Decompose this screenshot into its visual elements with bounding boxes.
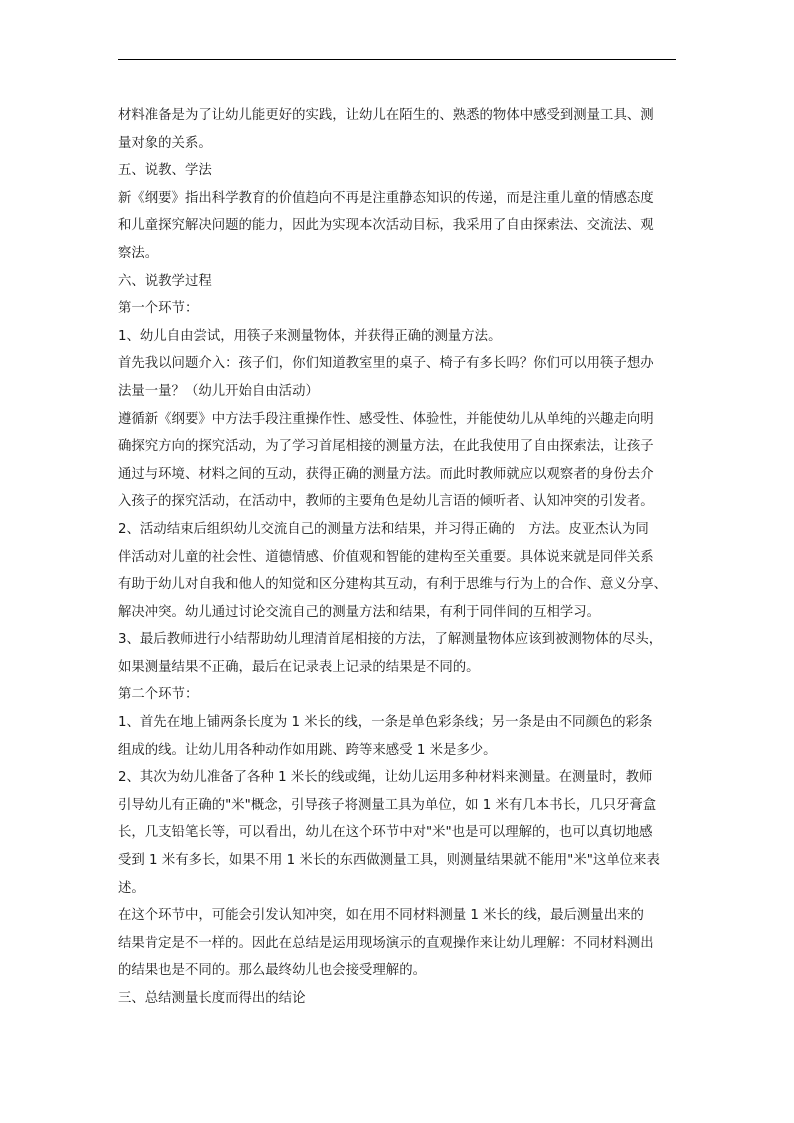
body-text-line: 量对象的关系。 (118, 135, 212, 151)
body-text-line: 解决冲突。幼儿通过讨论交流自己的测量方法和结果，有利于同伴间的互相学习。 (118, 604, 601, 620)
body-text-line: 述。 (118, 880, 145, 896)
body-text-line: 组成的线。让幼儿用各种动作如用跳、跨等来感受 1 米是多少。 (118, 742, 497, 758)
body-text-line: 入孩子的探究活动，在活动中，教师的主要角色是幼儿言语的倾听者、认知冲突的引发者。 (118, 494, 654, 510)
body-text-line: 的结果也是不同的。那么最终幼儿也会接受理解的。 (118, 963, 426, 979)
header-rule (118, 59, 676, 60)
section-heading: 六、说教学过程 (118, 273, 212, 289)
body-text-line: 受到 1 米有多长，如果不用 1 米长的东西做测量工具，则测量结果就不能用"米"这单位来表 (118, 853, 660, 869)
body-text-line: 1、幼儿自由尝试，用筷子来测量物体，并获得正确的测量方法。 (118, 328, 502, 344)
body-text-line: 和儿童探究解决问题的能力，因此为实现本次活动目标，我采用了自由探索法、交流法、观 (118, 218, 654, 234)
subsection-heading: 第一个环节： (118, 301, 199, 317)
body-text-line: 3、最后教师进行小结帮助幼儿理清首尾相接的方法，了解测量物体应该到被测物体的尽头， (118, 632, 663, 648)
body-text-line: 遵循新《纲要》中方法手段注重操作性、感受性、体验性，并能使幼儿从单纯的兴趣走向明 (118, 411, 654, 427)
body-text-line: 1、首先在地上铺两条长度为 1 米长的线，一条是单色彩条线；另一条是由不同颜色的彩条 (118, 715, 653, 731)
body-text-line: 确探究方向的探究活动，为了学习首尾相接的测量方法，在此我使用了自由探索法，让孩子 (118, 439, 654, 455)
body-text-line: 结果肯定是不一样的。因此在总结是运用现场演示的直观操作来让幼儿理解：不同材料测出 (118, 935, 654, 951)
section-heading: 五、说教、学法 (118, 163, 212, 179)
body-text-line: 法量一量？（幼儿开始自由活动） (118, 383, 319, 399)
body-text-line: 如果测量结果不正确，最后在记录表上记录的结果是不同的。 (118, 659, 480, 675)
body-text-line: 引导幼儿有正确的"米"概念，引导孩子将测量工具为单位，如 1 米有几本书长，几只牙膏盒 (118, 797, 657, 813)
body-text-line: 材料准备是为了让幼儿能更好的实践，让幼儿在陌生的、熟悉的物体中感受到测量工具、测 (118, 108, 654, 123)
body-text-line: 伴活动对儿童的社会性、道德情感、价值观和智能的建构至关重要。具体说来就是同伴关系 (118, 549, 654, 565)
body-text-line: 2、活动结束后组织幼儿交流自己的测量方法和结果，并习得正确的 方法。皮亚杰认为同 (118, 521, 649, 537)
body-text-line: 2、其次为幼儿准备了各种 1 米长的线或绳，让幼儿运用多种材料来测量。在测量时，教师 (118, 770, 653, 786)
body-text-line: 有助于幼儿对自我和他人的知觉和区分建构其互动，有利于思维与行为上的合作、意义分享、 (118, 577, 668, 593)
body-text-line: 通过与环境、材料之间的互动，获得正确的测量方法。而此时教师就应以观察者的身份去介 (118, 466, 654, 482)
body-text-line: 在这个环节中，可能会引发认知冲突，如在用不同材料测量 1 米长的线，最后测量出来的 (118, 908, 644, 924)
document-body (118, 102, 678, 1013)
body-text-line: 新《纲要》指出科学教育的价值趋向不再是注重静态知识的传递，而是注重儿童的情感态度 (118, 190, 654, 206)
body-text-line: 察法。 (118, 245, 159, 261)
body-text-line: 长，几支铅笔长等，可以看出，幼儿在这个环节中对"米"也是可以理解的，也可以真切地感 (118, 825, 653, 841)
subsection-heading: 第二个环节： (118, 687, 199, 703)
body-text-line: 首先我以问题介入：孩子们，你们知道教室里的桌子、椅子有多长吗？你们可以用筷子想办 (118, 356, 654, 372)
section-heading: 三、总结测量长度而得出的结论 (118, 991, 306, 1006)
